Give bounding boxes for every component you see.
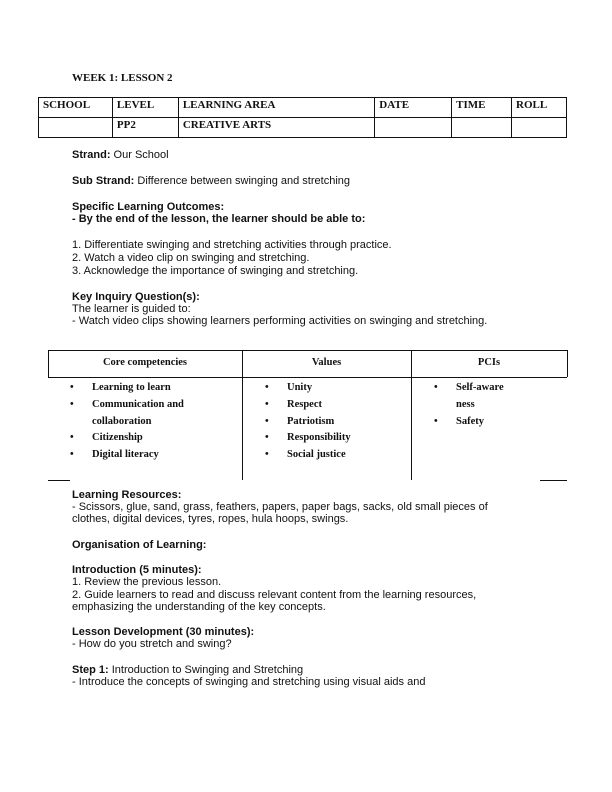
resources-line: - Scissors, glue, sand, grass, feathers, papers, paper bags, sacks, old small pieces of [72, 501, 488, 513]
table-header-row [39, 98, 567, 118]
list-item: 3. Acknowledge the importance of swinging and stretching. [72, 265, 359, 277]
bullet-icon: • [265, 432, 269, 444]
list-item [434, 380, 506, 414]
intro-line: emphasizing the understanding of the key concepts. [72, 601, 326, 613]
strand-value: Our School [110, 149, 169, 161]
header-pcis: PCIs [477, 357, 501, 368]
values-list [255, 380, 427, 464]
bullet-icon: • [265, 449, 269, 461]
list-item [70, 380, 242, 397]
level-cell: PP2 [112, 118, 178, 138]
organisation-heading: Organisation of Learning: [72, 539, 207, 551]
date-cell [375, 118, 452, 138]
bullet-icon: • [70, 382, 74, 393]
bullet-icon: • [434, 415, 438, 427]
list-item [265, 414, 427, 431]
intro-line: 2. Guide learners to read and discuss relevant content from the learning resources, [72, 589, 477, 601]
bullet-icon: • [70, 398, 74, 410]
header-core-competencies: Core competencies [102, 357, 188, 368]
step1-line: - Introduce the concepts of swinging and stretching using visual aids and [72, 676, 426, 688]
list-item [434, 414, 506, 431]
roll-cell [512, 118, 567, 138]
bullet-icon: • [434, 382, 438, 393]
list-item [265, 397, 427, 414]
bullet-icon: • [265, 398, 269, 410]
development-line: - How do you stretch and swing? [72, 638, 232, 650]
list-item [265, 430, 427, 447]
list-item [70, 430, 242, 447]
bullet-icon: • [70, 449, 74, 461]
development-heading: Lesson Development (30 minutes): [72, 626, 255, 638]
sub-strand-label: Sub Strand: [72, 175, 135, 187]
list-item: 1. Differentiate swinging and stretching activities through practice. [72, 239, 392, 251]
list-item: 2. Watch a video clip on swinging and stretching. [72, 252, 310, 264]
list-item [70, 397, 212, 431]
list-item [265, 447, 427, 464]
resources-heading: Learning Resources: [72, 489, 182, 501]
item-text: Unity [287, 382, 313, 393]
lesson-title: WEEK 1: LESSON 2 [72, 72, 173, 84]
intro-line: 1. Review the previous lesson. [72, 576, 222, 588]
list-item [265, 380, 427, 397]
header-cell: LEVEL [112, 98, 178, 118]
learning-area-cell: CREATIVE ARTS [178, 118, 374, 138]
header-values: Values [311, 357, 342, 368]
table-row [39, 118, 567, 138]
slo-heading: Specific Learning Outcomes: [72, 201, 225, 213]
competencies-table [48, 350, 567, 480]
kiq-heading: Key Inquiry Question(s): [72, 291, 200, 303]
item-text: Patriotism [287, 415, 335, 427]
bullet-icon: • [265, 382, 269, 393]
header-cell: DATE [375, 98, 452, 118]
time-cell [452, 118, 512, 138]
item-text: Communication and collaboration [92, 398, 184, 427]
kiq-line: The learner is guided to: [72, 303, 191, 315]
header-cell: LEARNING AREA [178, 98, 374, 118]
core-competencies-list [60, 380, 242, 464]
item-text: Citizenship [92, 432, 143, 444]
step1-label: Step 1: [72, 664, 109, 676]
step1 [72, 664, 303, 677]
slo-subheading: - By the end of the lesson, the learner should be able to: [72, 213, 366, 225]
strand-label: Strand: [72, 149, 111, 161]
header-cell: SCHOOL [39, 98, 113, 118]
sub-strand [72, 175, 350, 188]
item-text: Digital literacy [92, 449, 159, 461]
item-text: Responsibility [287, 432, 351, 444]
school-cell [39, 118, 113, 138]
step1-title: Introduction to Swinging and Stretching [108, 664, 304, 676]
item-text: Learning to learn [92, 382, 171, 393]
header-cell: TIME [452, 98, 512, 118]
item-text: Safety [456, 415, 484, 427]
strand [72, 149, 169, 162]
sub-strand-value: Difference between swinging and stretching [134, 175, 350, 187]
pcis-list [424, 380, 506, 430]
item-text: Social justice [287, 449, 346, 461]
intro-heading: Introduction (5 minutes): [72, 564, 202, 576]
header-cell: ROLL [512, 98, 567, 118]
bullet-icon: • [265, 415, 269, 427]
resources-line: clothes, digital devices, tyres, ropes, hula hoops, swings. [72, 513, 349, 525]
list-item [70, 447, 242, 464]
bullet-icon: • [70, 432, 74, 444]
lesson-header-table [38, 97, 567, 138]
kiq-line: - Watch video clips showing learners performing activities on swinging and stretching. [72, 315, 488, 327]
item-text: Respect [287, 398, 322, 410]
item-text: Self-awareness [456, 382, 504, 410]
